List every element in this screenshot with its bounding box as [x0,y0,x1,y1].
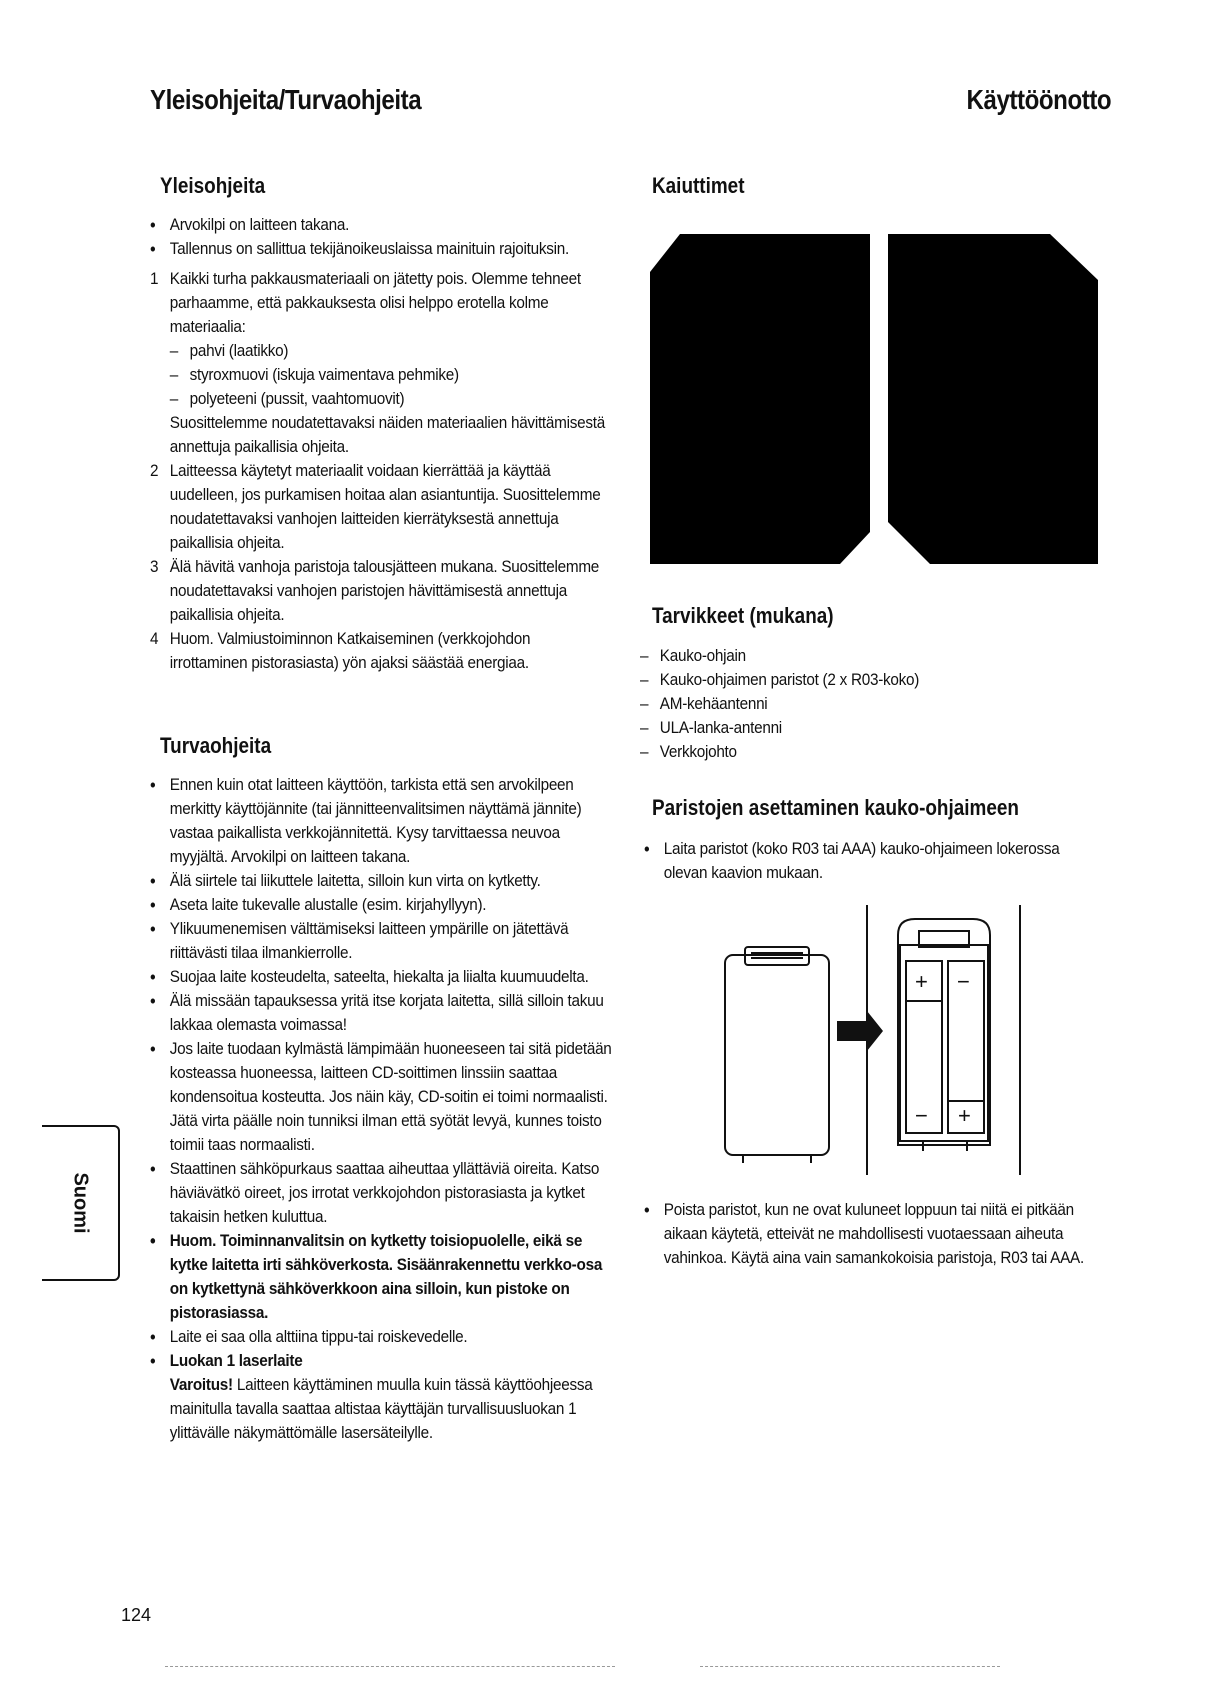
speakers-illustration [640,232,1110,572]
plus-sign-2: + [958,1103,971,1128]
list-item: • Ylikuumenemisen välttämiseksi laitteen ympärille on jätettävä riittävästi tilaa ilmankierrolle. [150,917,618,965]
list-item-bold: • Huom. Toiminnanvalitsin on kytketty toisiopuolelle, eikä se kytke laitetta irti sähköverkosta. Sisäänrakennettu verkko-osa on kytkettynä sähköverkkoon aina silloin, kun pistoke on pistorasiassa. [150,1229,618,1325]
yleisohjeita-body [150,213,609,675]
minus-sign-2: − [915,1103,928,1128]
minus-sign-1: − [957,969,970,994]
list-item: 4 Huom. Valmiustoiminnon Katkaiseminen (verkkojohdon irrottaminen pistorasiasta) yön ajaksi säästää energiaa. [150,629,531,672]
list-item: – AM-kehäantenni [640,692,1063,716]
sub-item: – styroxmuovi (iskuja vaimentava pehmike) [170,363,609,387]
section-title-tarvikkeet: Tarvikkeet (mukana) [652,603,834,628]
list-item: • Staattinen sähköpurkaus saattaa aiheuttaa yllättäviä oireita. Katso häviävätkö oireet, jos irrotat verkkojohdon pistorasiasta ja kytket takaisin hetken kuluttua. [150,1157,618,1229]
list-item: – ULA-lanka-antenni [640,716,1063,740]
warning-text: Laitteen käyttäminen muulla kuin tässä käyttöohjeessa mainitulla tavalla saattaa altistaa käyttäjän turvallisuusluokan 1 ylittävälle näkymättömälle lasersäteilylle. [169,1375,593,1442]
battery-cover [725,955,829,1155]
turvaohjeita-bullets [150,773,618,1445]
list-item: • Laite ei saa olla alttiina tippu-tai roiskevedelle. [150,1325,618,1349]
scan-artifact-line [165,1666,615,1667]
list-item: • Laita paristot (koko R03 tai AAA) kauko-ohjaimeen lokerossa olevan kaavion mukaan. [644,837,1085,885]
battery-diagram [715,905,1035,1180]
warning-label: Varoitus! [169,1375,233,1394]
paristojen-body-2 [644,1198,1085,1270]
section-title-turvaohjeita: Turvaohjeita [160,733,272,758]
left-speaker [650,234,870,564]
list-item: 2 Laitteessa käytetyt materiaalit voidaan kierrättää ja käyttää uudelleen, jos purkamisen hoitaa alan asiantuntija. Suosittelemme noudatettavaksi vanhojen laitteiden kierrätyksestä annettuja paikallisia ohjeita. [150,461,601,552]
side-tab-label: Suomi [69,1172,92,1234]
page-number: 124 [121,1605,152,1625]
list-item: • Tallennus on sallittua tekijänoikeuslaissa mainituin rajoituksin. [150,237,609,261]
yleisohjeita-bullets [150,213,609,261]
paristojen-body [644,837,1085,885]
section-title-kaiuttimet: Kaiuttimet [652,173,745,198]
list-item: • Poista paristot, kun ne ovat kuluneet loppuun tai niitä ei pitkään aikaan käytetä, etteivät ne mahdollisesti vuotaessaan aiheuta vahinkoa. Käytä aina vain samankokoisia paristoja, R03 tai AAA. [644,1198,1085,1270]
yleisohjeita-numbered [150,267,609,675]
laser-title: • Luokan 1 laserlaite [169,1351,303,1370]
list-item: • Jos laite tuodaan kylmästä lämpimään huoneeseen tai sitä pidetään kosteassa huoneessa, laitteen CD-soittimen linssiin saattaa kondensoitua kosteutta. Jos näin käy, CD-soitin ei toimi normaalisti. Jätä virta päälle noin tunniksi ilman että syötät levyä, kunnes toisto toimii taas normaalisti. [150,1037,618,1157]
list-item: • Ennen kuin otat laitteen käyttöön, tarkista että sen arvokilpeen merkitty käyttöjännite (tai jännitteenvalitsimen näyttämä jännite) vastaa paikallista verkkojännitettä. Kysy tarvittaessa neuvoa myyjältä. Arvokilpi on laitteen takana. [150,773,618,869]
list-item: • Arvokilpi on laitteen takana. [150,213,609,237]
scan-artifact-line [700,1666,1000,1667]
list-item: 3 Älä hävitä vanhoja paristoja talousjätteen mukana. Suosittelemme noudatettavaksi vanhojen paristojen hävittämisestä annettuja paikallisia ohjeita. [150,557,600,624]
page-header-left: Yleisohjeita/Turvaohjeita [150,84,422,115]
sub-item: – pahvi (laatikko) [170,339,609,363]
tarvikkeet-body [640,644,1063,764]
list-item: • Älä siirtele tai liikuttele laitetta, silloin kun virta on kytketty. [150,869,618,893]
section-title-yleisohjeita: Yleisohjeita [160,173,266,198]
list-item: – Kauko-ohjaimen paristot (2 x R03-koko) [640,668,1063,692]
list-item-laser [150,1349,618,1445]
page-header-right: Käyttöönotto [966,84,1111,115]
plus-sign-1: + [915,969,928,994]
list-item: • Älä missään tapauksessa yritä itse korjata laitetta, sillä silloin takuu lakkaa olemasta voimassa! [150,989,618,1037]
list-item: – Verkkojohto [640,740,1063,764]
turvaohjeita-body [150,773,618,1445]
section-title-paristojen: Paristojen asettaminen kauko-ohjaimeen [652,795,1019,820]
list-item: • Aseta laite tukevalle alustalle (esim. kirjahyllyyn). [150,893,618,917]
list-item: • Suojaa laite kosteudelta, sateelta, hiekalta ja liialta kuumuudelta. [150,965,618,989]
arrow-icon [837,1011,883,1051]
list-item: – Kauko-ohjain [640,644,1063,668]
tarvikkeet-list [640,644,1063,764]
right-speaker [888,234,1098,564]
side-tab [42,1125,120,1281]
battery-compartment [898,919,990,1145]
list-item: 1 Kaikki turha pakkausmateriaali on jätetty pois. Olemme tehneet parhaamme, että pakkauksesta olisi helppo erotella kolme materiaalia: – pahvi (laatikko) – styroxmuovi (iskuja vaimentava pehmike) – polyeteeni (pussit, vaahtomuovit) Suosittelemme noudatettavaksi näiden materiaalien hävittämisestä annettuja paikallisia ohjeita. [150,267,609,459]
sub-item: – polyeteeni (pussit, vaahtomuovit) [170,387,609,411]
